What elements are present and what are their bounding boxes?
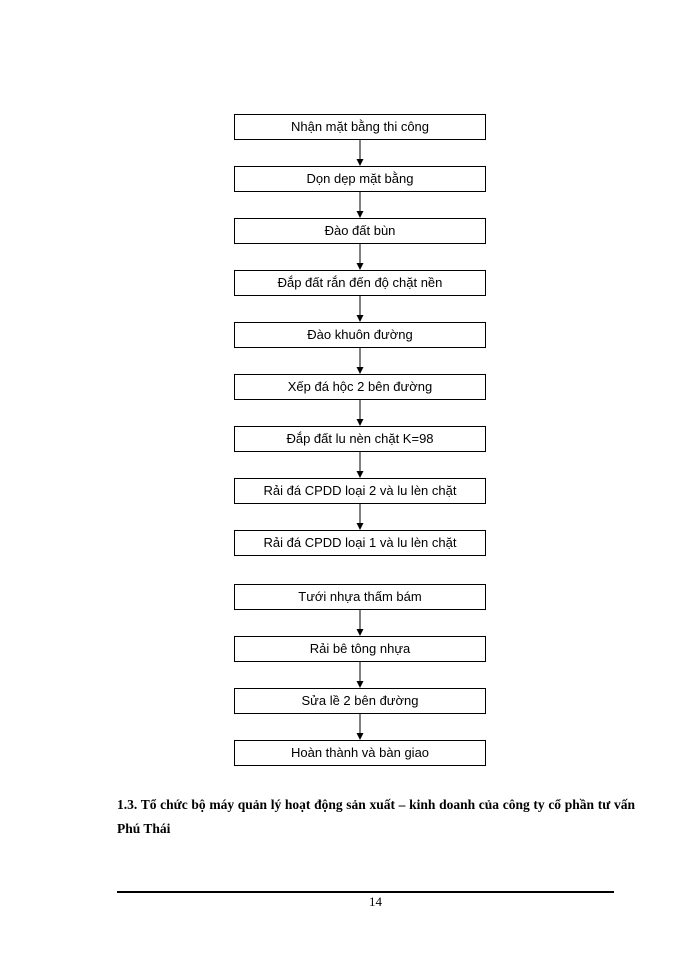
- step-spread-cpdd-type1: Rải đá CPDD loại 1 và lu lèn chặt: [234, 530, 486, 556]
- step-dig-road-frame: Đào khuôn đường: [234, 322, 486, 348]
- arrow-down-4: [355, 296, 365, 322]
- page-number: 14: [369, 894, 382, 909]
- arrow-down-5: [355, 348, 365, 374]
- arrow-down-6: [355, 400, 365, 426]
- step-spread-cpdd-type2: Rải đá CPDD loại 2 và lu lèn chặt: [234, 478, 486, 504]
- footer-divider: [117, 891, 614, 893]
- step-clear-site: Dọn dẹp mặt bằng: [234, 166, 486, 192]
- step-receive-site: Nhận mặt bằng thi công: [234, 114, 486, 140]
- step-fix-shoulders: Sửa lề 2 bên đường: [234, 688, 486, 714]
- step-lay-asphalt: Rải bê tông nhựa: [234, 636, 486, 662]
- step-place-rubble-stone: Xếp đá hộc 2 bên đường: [234, 374, 486, 400]
- arrow-down-8: [355, 504, 365, 530]
- step-fill-solid-soil: Đắp đất rắn đến độ chặt nền: [234, 270, 486, 296]
- step-dig-mud: Đào đất bùn: [234, 218, 486, 244]
- arrow-down-10: [355, 662, 365, 688]
- step-prime-coat: Tưới nhựa thấm bám: [234, 584, 486, 610]
- arrow-down-9: [355, 610, 365, 636]
- step-complete-handover: Hoàn thành và bàn giao: [234, 740, 486, 766]
- arrow-down-2: [355, 192, 365, 218]
- arrow-down-3: [355, 244, 365, 270]
- arrow-down-11: [355, 714, 365, 740]
- arrow-down-7: [355, 452, 365, 478]
- section-heading: 1.3. Tổ chức bộ máy quản lý hoạt động sản xuất – kinh doanh của công ty cổ phần tư vấn Phú Thái: [117, 797, 635, 836]
- step-compact-soil-k98: Đắp đất lu nèn chặt K=98: [234, 426, 486, 452]
- arrow-down-1: [355, 140, 365, 166]
